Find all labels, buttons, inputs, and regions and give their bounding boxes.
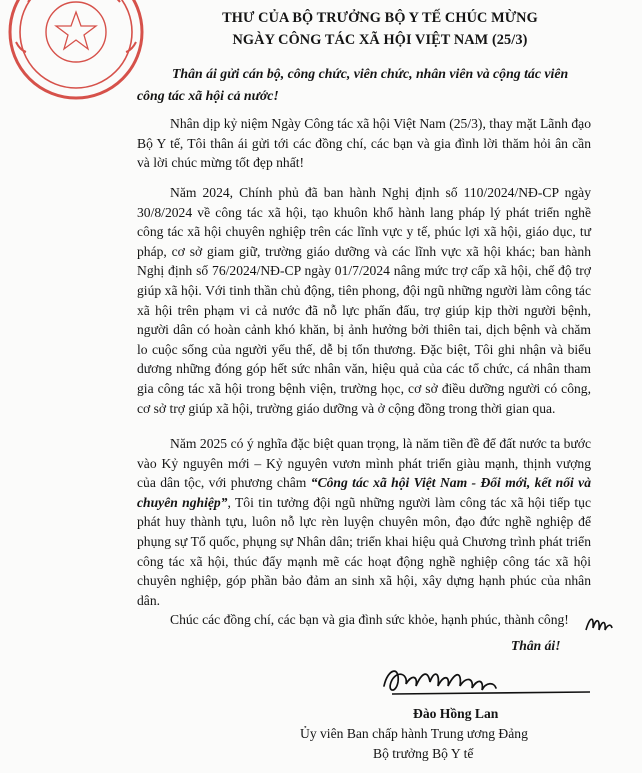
letter-title-line1: THƯ CỦA BỘ TRƯỞNG BỘ Y TẾ CHÚC MỪNG [222,10,538,26]
paragraph-3 [137,434,591,610]
signer-position-2: Bộ trưởng Bộ Y tế [373,746,474,761]
initials-scribble-icon [584,612,614,636]
paragraph-3-slogan: “Công tác xã hội Việt Nam - Đổi mới, kết nối và chuyên nghiệp” [137,475,591,510]
paragraph-1 [137,114,591,173]
paragraph-3-text-before: Năm 2025 có ý nghĩa đặc biệt quan trọng, là năm tiền đề để đất nước ta bước vào Kỷ nguyên mới – Kỷ nguyên vươn mình phát triển giàu mạnh, thịnh vượng của dân tộc, với phương châm [137,436,591,491]
paragraph-3-text-after: , Tôi tin tưởng đội ngũ những người làm công tác xã hội tiếp tục phát huy thành tựu, luôn nỗ lực rèn luyện chuyên môn, đạo đức nghề nghiệp để phụng sự Tổ quốc, phụng sự Nhân dân; triển khai hiệu quả Chương trình phát triển công tác xã hội, thúc đẩy mạnh mẽ các hoạt động nghề nghiệp công tác xã hội chuyên nghiệp, góp phần bảo đảm an sinh xã hội, xây dựng hạnh phúc của nhân dân. [137,494,591,608]
greeting-line2: công tác xã hội cả nước! [137,88,279,103]
signer-position-1: Ủy viên Ban chấp hành Trung ương Đảng [300,726,528,741]
signer-name: Đào Hồng Lan [413,706,499,721]
paragraph-2-text: Năm 2024, Chính phủ đã ban hành Nghị định số 110/2024/NĐ-CP ngày 30/8/2024 về công tác xã hội, tạo khuôn khổ hành lang pháp lý phát triển nghề công tác xã hội chuyên nghiệp trên các lĩnh vực y tế, phúc lợi xã hội, giáo dục, tư pháp, cơ sở giam giữ, trường giáo dưỡng và các lĩnh vực xã hội khác; ban hành Nghị định số 76/2024/NĐ-CP ngày 01/7/2024 nâng mức trợ cấp xã hội, chế độ trợ giúp xã hội. Với tinh thần chủ động, tiên phong, đội ngũ những người làm công tác xã hội trên phạm vi cả nước đã nỗ lực phấn đấu, trợ giúp kịp thời người bệnh, người dân có hoàn cảnh khó khăn, bị ảnh hưởng bởi thiên tai, dịch bệnh và chăm lo cuộc sống của người yếu thế, dễ bị tổn thương. Đặc biệt, Tôi ghi nhận và biểu dương những đóng góp hết sức nhân văn, hiệu quả của các tổ chức, cá nhân tham gia công tác xã hội trong bệnh viện, trường học, cơ sở điều dưỡng người có công, cơ sở trợ giúp xã hội, trường giáo dưỡng và ở cộng đồng trong thời gian qua. [137,185,591,416]
letter-title-line2: NGÀY CÔNG TÁC XÃ HỘI VIỆT NAM (25/3) [232,32,528,48]
paragraph-1-text: Nhân dịp kỷ niệm Ngày Công tác xã hội Việt Nam (25/3), thay mặt Lãnh đạo Bộ Y tế, Tôi thân ái gửi tới các đồng chí, các bạn và gia đình lời thăm hỏi ân cần và lời chúc mừng tốt đẹp nhất! [137,116,591,171]
paragraph-2 [137,183,591,418]
greeting-line1: Thân ái gửi cán bộ, công chức, viên chức, nhân viên và cộng tác viên [172,66,569,81]
handwritten-signature-icon [378,660,593,702]
closing-thanks: Thân ái! [511,638,561,653]
closing-wishes: Chúc các đồng chí, các bạn và gia đình sức khỏe, hạnh phúc, thành công! [170,612,569,627]
